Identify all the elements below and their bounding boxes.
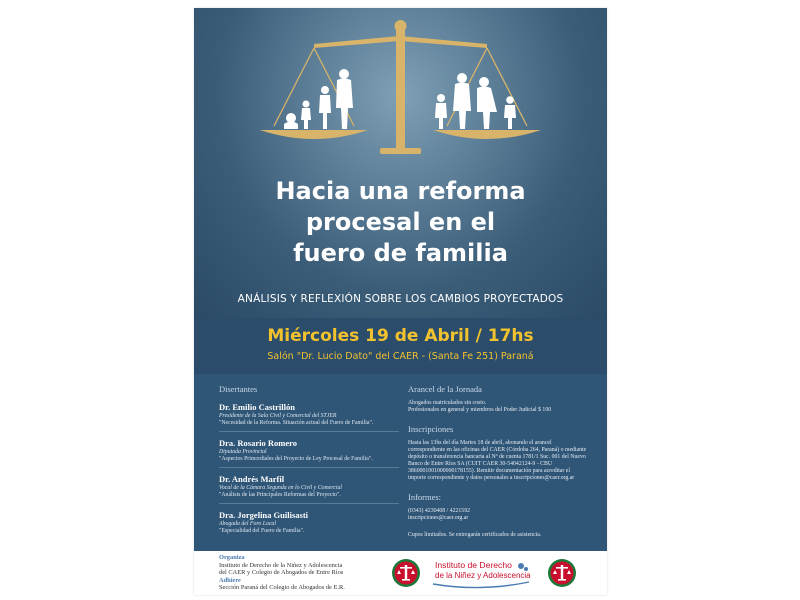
fee-text — [408, 400, 588, 414]
speaker-role: Diputada Provincial — [219, 449, 267, 455]
organiza-line: del CAER y Colegio de Abogados de Entre Ríos — [219, 569, 344, 577]
speaker-item — [219, 402, 399, 432]
speaker-role: Abogada del Foro Local — [219, 521, 276, 527]
logo-line: Instituto de Derecho — [435, 560, 512, 570]
adhiere-line: Sección Paraná del Colegio de Abogados de E.R. — [219, 584, 345, 592]
speaker-item — [219, 438, 399, 468]
title-line: Hacia una reforma — [275, 177, 526, 205]
capacity-note: Cupos limitados. Se entregarán certificados de asistencia. — [408, 532, 542, 538]
event-venue: Salón "Dr. Lucio Dato" del CAER - (Santa Fe 251) Paraná — [267, 351, 534, 362]
registration-text: Hasta las 13hs del día Martes 18 de abril, abonando el arancel correspondiente en las oficinas del CAER (Córdoba 264, Paraná) o mediante depósito o transferencia bancaria al Nº de cuenta 1781/1 Suc. 001 del Nuevo Banco de Entre Ríos SA (CUIT CAER 30-54042124-9 - CBU 3860001001000000178155). Remitir documentación para acreditar el importe correspondiente y datos personales a inscripciones@caer.org.ar — [408, 440, 587, 481]
organizers-text — [219, 554, 409, 592]
speaker-talk: "Especialidad del Fuero de Familia". — [219, 528, 305, 534]
contact-text — [408, 508, 588, 522]
contact-heading: Informes: — [408, 492, 442, 502]
registration-heading: Inscripciones — [408, 424, 454, 434]
fee-heading: Arancel de la Jornada — [408, 384, 482, 394]
speaker-talk: "Análisis de las Principales Reformas del Proyecto". — [219, 492, 341, 498]
logo-line: de la Niñez y Adolescencia — [435, 571, 531, 580]
event-date: Miércoles 19 de Abril / 17hs — [267, 326, 534, 346]
contact-email: inscripciones@caer.org.ar — [408, 515, 469, 521]
speaker-talk: "Necesidad de la Reforma. Situación actual del Fuero de Familia". — [219, 420, 374, 426]
family-silhouette-icon — [284, 69, 353, 129]
fee-line: Abogados matriculados sin costo. — [408, 400, 487, 406]
fee-line: Profesionales en general y miembros del Poder Judicial $ 100 — [408, 407, 552, 413]
speakers-heading: Disertantes — [219, 384, 258, 394]
poster-subtitle: ANÁLISIS Y REFLEXIÓN SOBRE LOS CAMBIOS PROYECTADOS — [237, 293, 564, 305]
balance-scale-icon — [194, 8, 607, 168]
caer-emblem-icon — [547, 558, 577, 588]
speaker-name: Dra. Jorgelina Guilisasti — [219, 510, 309, 520]
speaker-name: Dr. Andrés Marfil — [219, 474, 285, 484]
title-line: fuero de familia — [293, 239, 508, 267]
speaker-talk: "Aspectos Primordiales del Proyecto de Ley Procesal de Familia". — [219, 456, 373, 462]
hero-section — [194, 8, 607, 318]
organiza-line: Instituto de Derecho de la Niñez y Adolescencia — [219, 561, 343, 569]
institute-logo-icon — [431, 558, 531, 590]
adhiere-label: Adhiere — [219, 576, 241, 584]
speakers-column — [219, 384, 399, 545]
event-poster — [194, 8, 607, 595]
caer-emblem-icon — [391, 558, 421, 588]
speaker-role: Vocal de la Cámara Segunda en lo Civil y Comercial — [219, 485, 342, 491]
speaker-item — [219, 510, 399, 539]
poster-title — [194, 176, 607, 269]
title-line: procesal en el — [305, 208, 496, 236]
organiza-label: Organiza — [219, 554, 245, 561]
contact-phone: (0343) 4230408 / 4221592 — [408, 508, 470, 514]
speaker-name: Dra. Rosario Romero — [219, 438, 297, 448]
speaker-role: Presidente de la Sala Civil y Comercial del STJER — [219, 413, 337, 419]
speaker-item — [219, 474, 399, 504]
speaker-name: Dr. Emilio Castrillón — [219, 402, 295, 412]
details-column — [408, 384, 588, 549]
